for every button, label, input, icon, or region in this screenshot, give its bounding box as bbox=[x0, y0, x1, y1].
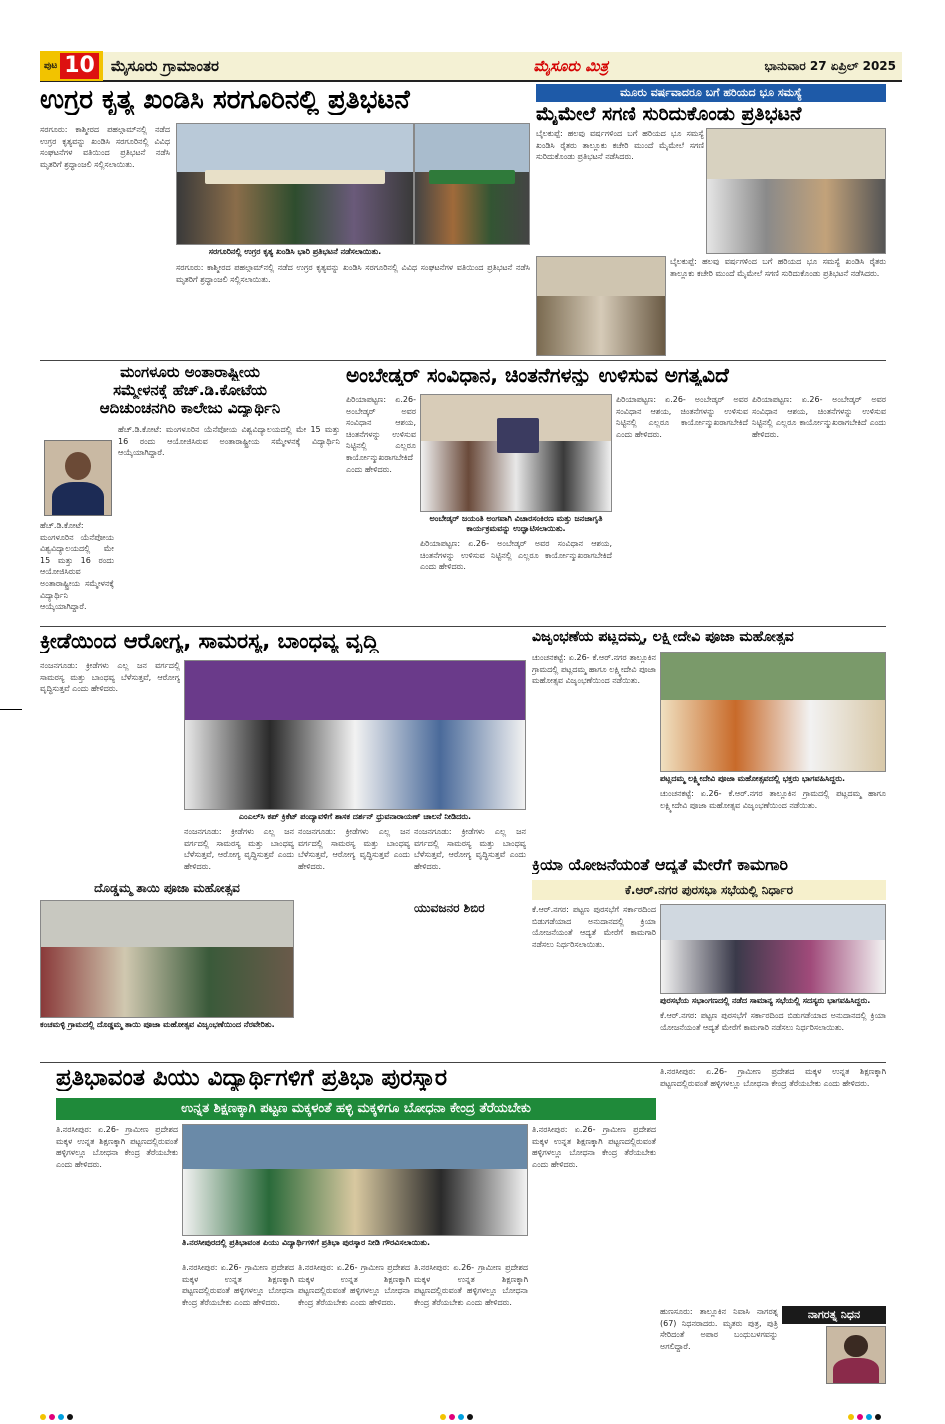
page-word: ಪುಟ bbox=[44, 61, 58, 71]
ambedkar-caption: ಅಂಬೇಡ್ಕರ್ ಜಯಂತಿ ಅಂಗವಾಗಿ ವಿಚಾರಸಂಕಿರಣ ಮತ್ತು ಜನಜಾಗೃತಿ ಕಾರ್ಯಕ್ರಮವನ್ನು ಉದ್ಘಾಟಿಸಲಾಯಿತು. bbox=[429, 514, 603, 533]
sagani-body-continued: ಬೈಲಕುಪ್ಪೆ: ಹಲವು ವರ್ಷಗಳಿಂದ ಬಗೆ ಹರಿಯದ ಭೂ ಸಮಸ್ಯೆ ಖಂಡಿಸಿ ರೈತರು ತಾಲ್ಲೂಕು ಕಚೇರಿ ಮುಂದೆ ಮೈಮೇಲೆ ಸಗಣಿ ಸುರಿದುಕೊಂಡು ಪ್ರತಿಭಟನೆ ನಡೆಸಿದರು. bbox=[670, 257, 886, 278]
registration-dots-center bbox=[440, 1414, 473, 1420]
doddamma-festival-photo bbox=[40, 900, 294, 1018]
kriya-body-continued: ಕೆ.ಆರ್.ನಗರ: ಪಟ್ಟಣ ಪುರಸಭೆಗೆ ಸರ್ಕಾರದಿಂದ ಬಿಡುಗಡೆಯಾದ ಅನುದಾನದಲ್ಲಿ ಕ್ರಿಯಾ ಯೋಜನೆಯಂತೆ ಆದ್ಯತೆ ಮೇರೆಗೆ ಕಾಮಗಾರಿ ನಡೆಸಲು ನಿರ್ಧರಿಸಲಾಯಿತು. bbox=[660, 1011, 886, 1032]
lakshmi-body: ಚುಂಚನಕಟ್ಟೆ: ಏ.26- ಕೆ.ಆರ್.ನಗರ ತಾಲ್ಲೂಕಿನ ಗ್ರಾಮದಲ್ಲಿ ಪಟ್ಲದಮ್ಮ ಹಾಗೂ ಲಕ್ಷ್ಮೀದೇವಿ ಪೂಜಾ ಮಹೋತ್ಸವ ವಿಜೃಂಭಣೆಯಿಂದ ನಡೆಯಿತು. bbox=[532, 653, 656, 686]
ambedkar-body: ಪಿರಿಯಾಪಟ್ಟಣ: ಏ.26- ಅಂಬೇಡ್ಕರ್ ಅವರ ಸಂವಿಧಾನ ಆಶಯ, ಚಿಂತನೆಗಳನ್ನು ಉಳಿಸುವ ನಿಟ್ಟಿನಲ್ಲಿ ಎಲ್ಲರೂ ಕಾರ್ಯೋನ್ಮುಖರಾಗಬೇಕಿದೆ ಎಂದು ಹೇಳಿದರು. bbox=[346, 395, 416, 474]
ambedkar-body-column4: ಪಿರಿಯಾಪಟ್ಟಣ: ಏ.26- ಅಂಬೇಡ್ಕರ್ ಅವರ ಸಂವಿಧಾನ ಆಶಯ, ಚಿಂತನೆಗಳನ್ನು ಉಳಿಸುವ ನಿಟ್ಟಿನಲ್ಲಿ ಎಲ್ಲರೂ ಕಾರ್ಯೋನ್ಮುಖರಾಗಬೇಕಿದೆ ಎಂದು ಹೇಳಿದರು. bbox=[752, 395, 886, 439]
margin-mark bbox=[0, 709, 22, 710]
issue-date: ಭಾನುವಾರ 27 ಏಪ್ರಿಲ್ 2025 bbox=[764, 58, 896, 73]
kriya-subhead: ಕೆ.ಆರ್.ನಗರ ಪುರಸಭಾ ಸಭೆಯಲ್ಲಿ ನಿರ್ಧಾರ bbox=[532, 880, 886, 900]
section-name: ಮೈಸೂರು ಗ್ರಾಮಾಂತರ bbox=[110, 57, 219, 75]
hdkote-body: ಹೆಚ್.ಡಿ.ಕೋಟೆ: ಮಂಗಳೂರಿನ ಯೆನೆಪೋಯ ವಿಶ್ವವಿದ್ಯಾಲಯದಲ್ಲಿ ಮೇ 15 ಮತ್ತು 16 ರಂದು ಆಯೋಜಿಸಿರುವ ಅಂತಾರಾಷ್ಟ್ರೀಯ ಸಮ್ಮೇಳನಕ್ಕೆ ವಿದ್ಯಾರ್ಥಿನಿ ಆಯ್ಕೆಯಾಗಿದ್ದಾರೆ. bbox=[118, 425, 340, 458]
krida-headline: ಕ್ರೀಡೆಯಿಂದ ಆರೋಗ್ಯ, ಸಾಮರಸ್ಯ, ಬಾಂಧವ್ಯ ವೃದ್ಧಿ bbox=[40, 630, 379, 653]
lakshmi-puja-photo bbox=[660, 652, 886, 772]
obituary-body: ಹುಣಸೂರು: ತಾಲ್ಲೂಕಿನ ನಿವಾಸಿ ನಾಗರತ್ನ (67) ನಿಧನರಾದರು. ಮೃತರು ಪುತ್ರ, ಪುತ್ರಿ ಸೇರಿದಂತೆ ಅಪಾರ ಬಂಧುಬಳಗವನ್ನು ಅಗಲಿದ್ದಾರೆ. bbox=[660, 1307, 778, 1351]
sagani-kicker: ಮೂರು ವರ್ಷವಾದರೂ ಬಗೆ ಹರಿಯದ ಭೂ ಸಮಸ್ಯೆ bbox=[536, 84, 886, 102]
krida-body: ನಂಜನಗೂಡು: ಕ್ರೀಡೆಗಳು ಎಲ್ಲ ಜನ ವರ್ಗದಲ್ಲಿ ಸಾಮರಸ್ಯ ಮತ್ತು ಬಾಂಧವ್ಯ ಬೆಳೆಸುತ್ತವೆ, ಆರೋಗ್ಯ ವೃದ್ಧಿಸುತ್ತವೆ ಎಂದು ಹೇಳಿದರು. bbox=[40, 661, 180, 694]
section-divider-1 bbox=[40, 360, 886, 361]
ugra-march-photo bbox=[414, 123, 530, 245]
yuvajana-headline: ಯುವಜನರ ಶಿಬಿರ bbox=[414, 901, 485, 915]
newspaper-brand: ಮೈಸೂರು ಮಿತ್ರ bbox=[533, 57, 609, 75]
ugra-protest-photo bbox=[176, 123, 414, 245]
pratibha-award-photo bbox=[182, 1124, 528, 1236]
hdkote-body-continued: ಹೆಚ್.ಡಿ.ಕೋಟೆ: ಮಂಗಳೂರಿನ ಯೆನೆಪೋಯ ವಿಶ್ವವಿದ್ಯಾಲಯದಲ್ಲಿ ಮೇ 15 ಮತ್ತು 16 ರಂದು ಆಯೋಜಿಸಿರುವ ಅಂತಾರಾಷ್ಟ್ರೀಯ ಸಮ್ಮೇಳನಕ್ಕೆ ವಿದ್ಯಾರ್ಥಿನಿ ಆಯ್ಕೆಯಾಗಿದ್ದಾರೆ. bbox=[40, 521, 114, 612]
kriya-body: ಕೆ.ಆರ್.ನಗರ: ಪಟ್ಟಣ ಪುರಸಭೆಗೆ ಸರ್ಕಾರದಿಂದ ಬಿಡುಗಡೆಯಾದ ಅನುದಾನದಲ್ಲಿ ಕ್ರಿಯಾ ಯೋಜನೆಯಂತೆ ಆದ್ಯತೆ ಮೇರೆಗೆ ಕಾಮಗಾರಿ ನಡೆಸಲು ನಿರ್ಧರಿಸಲಾಯಿತು. bbox=[532, 905, 656, 949]
hdkote-headline-line3: ಆದಿಚುಂಚನಗಿರಿ ಕಾಲೇಜು ವಿದ್ಯಾರ್ಥಿನಿ bbox=[99, 400, 281, 417]
doddamma-headline: ದೊಡ್ಡಮ್ಮ ತಾಯಿ ಪೂಜಾ ಮಹೋತ್ಸವ bbox=[94, 881, 240, 895]
lakshmi-caption: ಪಟ್ಲದಮ್ಮ ಲಕ್ಷ್ಮೀದೇವಿ ಪೂಜಾ ಮಹೋತ್ಸವದಲ್ಲಿ ಭಕ್ತರು ಭಾಗವಹಿಸಿದ್ದರು. bbox=[660, 774, 846, 783]
doddamma-caption: ಕಂಚಮಳ್ಳಿ ಗ್ರಾಮದಲ್ಲಿ ದೊಡ್ಡಮ್ಮ ತಾಯಿ ಪೂಜಾ ಮಹೋತ್ಸವ ವಿಜೃಂಭಣೆಯಿಂದ ನೆರವೇರಿತು. bbox=[40, 1020, 275, 1029]
page-number: 10 bbox=[60, 53, 99, 79]
kriya-meeting-photo bbox=[660, 904, 886, 994]
ugra-caption: ಸರಗೂರಿನಲ್ಲಿ ಉಗ್ರರ ಕೃತ್ಯ ಖಂಡಿಸಿ ಭಾರಿ ಪ್ರತಿಭಟನೆ ನಡೆಸಲಾಯಿತು. bbox=[208, 247, 382, 256]
kriya-headline: ಕ್ರಿಯಾ ಯೋಜನೆಯಂತೆ ಆದ್ಯತೆ ಮೇರೆಗೆ ಕಾಮಗಾರಿ bbox=[532, 856, 788, 874]
pratibha-body-column6: ತಿ.ನರಸೀಪುರ: ಏ.26- ಗ್ರಾಮೀಣ ಪ್ರದೇಶದ ಮಕ್ಕಳ ಉನ್ನತ ಶಿಕ್ಷಣಕ್ಕಾಗಿ ಪಟ್ಟಣದಲ್ಲಿರುವಂತೆ ಹಳ್ಳಿಗಳಲ್ಲೂ ಬೋಧನಾ ಕೇಂದ್ರ ತೆರೆಯಬೇಕು ಎಂದು ಹೇಳಿದರು. bbox=[660, 1067, 886, 1088]
sagani-body: ಬೈಲಕುಪ್ಪೆ: ಹಲವು ವರ್ಷಗಳಿಂದ ಬಗೆ ಹರಿಯದ ಭೂ ಸಮಸ್ಯೆ ಖಂಡಿಸಿ ರೈತರು ತಾಲ್ಲೂಕು ಕಚೇರಿ ಮುಂದೆ ಮೈಮೇಲೆ ಸಗಣಿ ಸುರಿದುಕೊಂಡು ಪ್ರತಿಭಟನೆ ನಡೆಸಿದರು. bbox=[536, 129, 704, 162]
registration-dots-right bbox=[848, 1414, 881, 1420]
pratibha-caption: ತಿ.ನರಸೀಪುರದಲ್ಲಿ ಪ್ರತಿಭಾವಂತ ಪಿಯು ವಿದ್ಯಾರ್ಥಿಗಳಿಗೆ ಪ್ರತಿಭಾ ಪುರಸ್ಕಾರ ನೀಡಿ ಗೌರವಿಸಲಾಯಿತು. bbox=[182, 1238, 431, 1247]
krida-body-column3: ನಂಜನಗೂಡು: ಕ್ರೀಡೆಗಳು ಎಲ್ಲ ಜನ ವರ್ಗದಲ್ಲಿ ಸಾಮರಸ್ಯ ಮತ್ತು ಬಾಂಧವ್ಯ ಬೆಳೆಸುತ್ತವೆ, ಆರೋಗ್ಯ ವೃದ್ಧಿಸುತ್ತವೆ ಎಂದು ಹೇಳಿದರು. bbox=[298, 827, 410, 871]
ambedkar-body-continued: ಪಿರಿಯಾಪಟ್ಟಣ: ಏ.26- ಅಂಬೇಡ್ಕರ್ ಅವರ ಸಂವಿಧಾನ ಆಶಯ, ಚಿಂತನೆಗಳನ್ನು ಉಳಿಸುವ ನಿಟ್ಟಿನಲ್ಲಿ ಎಲ್ಲರೂ ಕಾರ್ಯೋನ್ಮುಖರಾಗಬೇಕಿದೆ ಎಂದು ಹೇಳಿದರು. bbox=[420, 539, 612, 572]
ambedkar-headline: ಅಂಬೇಡ್ಕರ್ ಸಂವಿಧಾನ, ಚಿಂತನೆಗಳನ್ನು ಉಳಿಸುವ ಅಗತ್ಯವಿದೆ bbox=[346, 364, 729, 386]
pratibha-body-column2: ತಿ.ನರಸೀಪುರ: ಏ.26- ಗ್ರಾಮೀಣ ಪ್ರದೇಶದ ಮಕ್ಕಳ ಉನ್ನತ ಶಿಕ್ಷಣಕ್ಕಾಗಿ ಪಟ್ಟಣದಲ್ಲಿರುವಂತೆ ಹಳ್ಳಿಗಳಲ್ಲೂ ಬೋಧನಾ ಕೇಂದ್ರ ತೆರೆಯಬೇಕು ಎಂದು ಹೇಳಿದರು. bbox=[182, 1263, 294, 1307]
lakshmi-body-continued: ಚುಂಚನಕಟ್ಟೆ: ಏ.26- ಕೆ.ಆರ್.ನಗರ ತಾಲ್ಲೂಕಿನ ಗ್ರಾಮದಲ್ಲಿ ಪಟ್ಲದಮ್ಮ ಹಾಗೂ ಲಕ್ಷ್ಮೀದೇವಿ ಪೂಜಾ ಮಹೋತ್ಸವ ವಿಜೃಂಭಣೆಯಿಂದ ನಡೆಯಿತು. bbox=[660, 789, 886, 810]
sagani-farmer-photo bbox=[536, 256, 666, 356]
pratibha-body-column5: ತಿ.ನರಸೀಪುರ: ಏ.26- ಗ್ರಾಮೀಣ ಪ್ರದೇಶದ ಮಕ್ಕಳ ಉನ್ನತ ಶಿಕ್ಷಣಕ್ಕಾಗಿ ಪಟ್ಟಣದಲ್ಲಿರುವಂತೆ ಹಳ್ಳಿಗಳಲ್ಲೂ ಬೋಧನಾ ಕೇಂದ್ರ ತೆರೆಯಬೇಕು ಎಂದು ಹೇಳಿದರು. bbox=[532, 1125, 656, 1169]
hdkote-headline-line1: ಮಂಗಳೂರು ಅಂತಾರಾಷ್ಟ್ರೀಯ bbox=[120, 364, 260, 381]
krida-cricket-photo bbox=[184, 660, 526, 810]
sagani-headline: ಮೈಮೇಲೆ ಸಗಣಿ ಸುರಿದುಕೊಂಡು ಪ್ರತಿಭಟನೆ bbox=[536, 104, 802, 125]
ugra-body: ಸರಗೂರು: ಕಾಶ್ಮೀರದ ಪಹಲ್ಗಾಮ್‌ನಲ್ಲಿ ನಡೆದ ಉಗ್ರರ ಕೃತ್ಯವನ್ನು ಖಂಡಿಸಿ ಸರಗೂರಿನಲ್ಲಿ ವಿವಿಧ ಸಂಘಟನೆಗಳ ವತಿಯಿಂದ ಪ್ರತಿಭಟನೆ ನಡೆಸಿ ಮೃತರಿಗೆ ಶ್ರದ್ಧಾಂಜಲಿ ಸಲ್ಲಿಸಲಾಯಿತು. bbox=[40, 125, 170, 169]
student-portrait bbox=[44, 440, 112, 516]
sagani-protest-photo bbox=[706, 128, 886, 254]
section-divider-3 bbox=[40, 1062, 886, 1063]
registration-dots-left bbox=[40, 1414, 73, 1420]
krida-body-column4: ನಂಜನಗೂಡು: ಕ್ರೀಡೆಗಳು ಎಲ್ಲ ಜನ ವರ್ಗದಲ್ಲಿ ಸಾಮರಸ್ಯ ಮತ್ತು ಬಾಂಧವ್ಯ ಬೆಳೆಸುತ್ತವೆ, ಆರೋಗ್ಯ ವೃದ್ಧಿಸುತ್ತವೆ ಎಂದು ಹೇಳಿದರು. bbox=[414, 827, 526, 871]
ugra-headline: ಉಗ್ರರ ಕೃತ್ಯ ಖಂಡಿಸಿ ಸರಗೂರಿನಲ್ಲಿ ಪ್ರತಿಭಟನೆ bbox=[40, 86, 410, 115]
lakshmi-headline: ವಿಜೃಂಭಣೆಯ ಪಟ್ಲದಮ್ಮ, ಲಕ್ಷ್ಮೀದೇವಿ ಪೂಜಾ ಮಹೋತ್ಸವ bbox=[532, 630, 794, 645]
page-number-box bbox=[40, 51, 103, 81]
pratibha-body-column4: ತಿ.ನರಸೀಪುರ: ಏ.26- ಗ್ರಾಮೀಣ ಪ್ರದೇಶದ ಮಕ್ಕಳ ಉನ್ನತ ಶಿಕ್ಷಣಕ್ಕಾಗಿ ಪಟ್ಟಣದಲ್ಲಿರುವಂತೆ ಹಳ್ಳಿಗಳಲ್ಲೂ ಬೋಧನಾ ಕೇಂದ್ರ ತೆರೆಯಬೇಕು ಎಂದು ಹೇಳಿದರು. bbox=[414, 1263, 528, 1307]
ambedkar-event-photo bbox=[420, 394, 612, 512]
obituary-portrait bbox=[826, 1326, 886, 1384]
hdkote-headline-line2: ಸಮ್ಮೇಳನಕ್ಕೆ ಹೆಚ್.ಡಿ.ಕೋಟೆಯ bbox=[113, 382, 267, 399]
obituary-title: ನಾಗರತ್ನ ನಿಧನ bbox=[782, 1306, 886, 1324]
ambedkar-body-column3: ಪಿರಿಯಾಪಟ್ಟಣ: ಏ.26- ಅಂಬೇಡ್ಕರ್ ಅವರ ಸಂವಿಧಾನ ಆಶಯ, ಚಿಂತನೆಗಳನ್ನು ಉಳಿಸುವ ನಿಟ್ಟಿನಲ್ಲಿ ಎಲ್ಲರೂ ಕಾರ್ಯೋನ್ಮುಖರಾಗಬೇಕಿದೆ ಎಂದು ಹೇಳಿದರು. bbox=[616, 395, 748, 439]
krida-body-continued: ನಂಜನಗೂಡು: ಕ್ರೀಡೆಗಳು ಎಲ್ಲ ಜನ ವರ್ಗದಲ್ಲಿ ಸಾಮರಸ್ಯ ಮತ್ತು ಬಾಂಧವ್ಯ ಬೆಳೆಸುತ್ತವೆ, ಆರೋಗ್ಯ ವೃದ್ಧಿಸುತ್ತವೆ ಎಂದು ಹೇಳಿದರು. bbox=[184, 827, 294, 871]
masthead bbox=[40, 52, 902, 82]
krida-caption: ಎಂಎಲ್‌ಸಿ ಕಪ್ ಕ್ರಿಕೆಟ್ ಪಂದ್ಯಾವಳಿಗೆ ಶಾಸಕ ದರ್ಶನ್ ಧ್ರುವನಾರಾಯಣ್ ಚಾಲನೆ ನೀಡಿದರು. bbox=[238, 812, 472, 821]
pratibha-body: ತಿ.ನರಸೀಪುರ: ಏ.26- ಗ್ರಾಮೀಣ ಪ್ರದೇಶದ ಮಕ್ಕಳ ಉನ್ನತ ಶಿಕ್ಷಣಕ್ಕಾಗಿ ಪಟ್ಟಣದಲ್ಲಿರುವಂತೆ ಹಳ್ಳಿಗಳಲ್ಲೂ ಬೋಧನಾ ಕೇಂದ್ರ ತೆರೆಯಬೇಕು ಎಂದು ಹೇಳಿದರು. bbox=[56, 1125, 178, 1169]
pratibha-headline: ಪ್ರತಿಭಾವಂತ ಪಿಯು ವಿದ್ಯಾರ್ಥಿಗಳಿಗೆ ಪ್ರತಿಭಾ ಪುರಸ್ಕಾರ bbox=[56, 1066, 448, 1091]
ugra-body-continued: ಸರಗೂರು: ಕಾಶ್ಮೀರದ ಪಹಲ್ಗಾಮ್‌ನಲ್ಲಿ ನಡೆದ ಉಗ್ರರ ಕೃತ್ಯವನ್ನು ಖಂಡಿಸಿ ಸರಗೂರಿನಲ್ಲಿ ವಿವಿಧ ಸಂಘಟನೆಗಳ ವತಿಯಿಂದ ಪ್ರತಿಭಟನೆ ನಡೆಸಿ ಮೃತರಿಗೆ ಶ್ರದ್ಧಾಂಜಲಿ ಸಲ್ಲಿಸಲಾಯಿತು. bbox=[176, 263, 530, 284]
pratibha-body-column3: ತಿ.ನರಸೀಪುರ: ಏ.26- ಗ್ರಾಮೀಣ ಪ್ರದೇಶದ ಮಕ್ಕಳ ಉನ್ನತ ಶಿಕ್ಷಣಕ್ಕಾಗಿ ಪಟ್ಟಣದಲ್ಲಿರುವಂತೆ ಹಳ್ಳಿಗಳಲ್ಲೂ ಬೋಧನಾ ಕೇಂದ್ರ ತೆರೆಯಬೇಕು ಎಂದು ಹೇಳಿದರು. bbox=[298, 1263, 410, 1307]
pratibha-subhead: ಉನ್ನತ ಶಿಕ್ಷಣಕ್ಕಾಗಿ ಪಟ್ಟಣ ಮಕ್ಕಳಂತೆ ಹಳ್ಳಿ ಮಕ್ಕಳಿಗೂ ಬೋಧನಾ ಕೇಂದ್ರ ತೆರೆಯಬೇಕು bbox=[56, 1098, 656, 1120]
kriya-caption: ಪುರಸಭೆಯ ಸಭಾಂಗಣದಲ್ಲಿ ನಡೆದ ಸಾಮಾನ್ಯ ಸಭೆಯಲ್ಲಿ ಸದಸ್ಯರು ಭಾಗವಹಿಸಿದ್ದರು. bbox=[660, 996, 871, 1005]
section-divider-2 bbox=[40, 626, 886, 627]
